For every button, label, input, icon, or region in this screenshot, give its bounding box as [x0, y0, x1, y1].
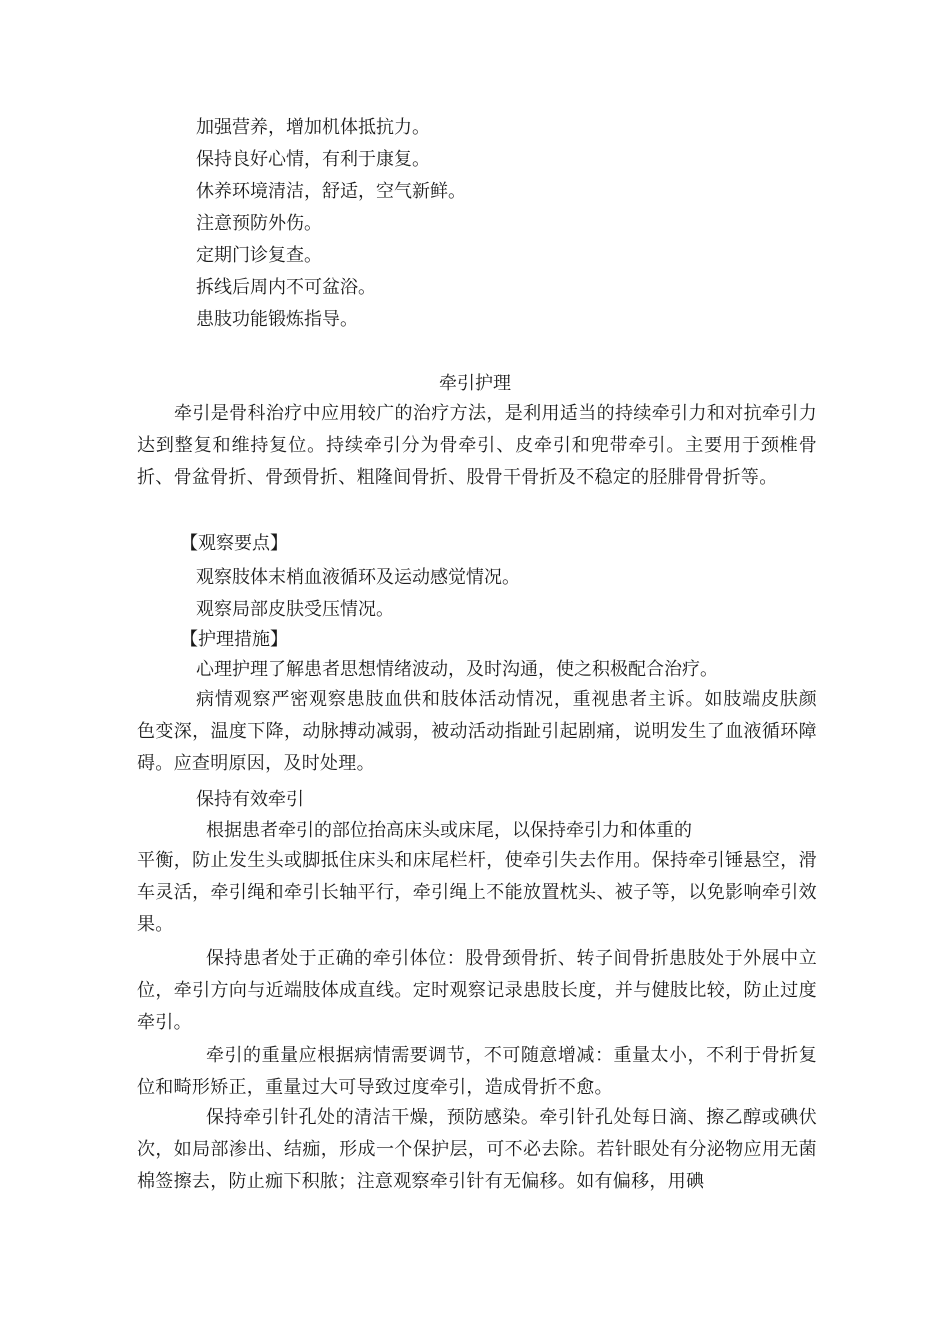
- observation-item: 观察局部皮肤受压情况。: [196, 599, 394, 620]
- pin-care: 保持牵引针孔处的清洁干燥，预防感染。牵引针孔处每日滴、擦乙醇或碘伏次，如局部渗出、结痂，形成一个保护层，可不必去除。若针眼处有分泌物应用无菌棉签擦去，防止痂下积脓；注意观察牵引针有无偏移。如有偏移，用碘: [137, 1107, 817, 1192]
- effective-traction-line1: 根据患者牵引的部位抬高床头或床尾，以保持牵引力和体重的: [206, 820, 692, 841]
- observation-item: 观察肢体末梢血液循环及运动感觉情况。: [196, 567, 520, 588]
- care-item: 拆线后周内不可盆浴。: [196, 277, 376, 298]
- section-title: 牵引护理: [439, 373, 511, 394]
- care-item: 加强营养，增加机体抵抗力。: [196, 117, 430, 138]
- care-item: 休养环境清洁，舒适，空气新鲜。: [196, 181, 466, 202]
- traction-weight: 牵引的重量应根据病情需要调节，不可随意增减：重量太小，不利于骨折复位和畸形矫正，重量过大可导致过度牵引，造成骨折不愈。: [137, 1045, 817, 1098]
- effective-traction-heading: 保持有效牵引: [196, 789, 304, 810]
- care-item: 注意预防外伤。: [196, 213, 322, 234]
- intro-paragraph: 牵引是骨科治疗中应用较广的治疗方法，是利用适当的持续牵引力和对抗牵引力达到整复和维持复位。持续牵引分为骨牵引、皮牵引和兜带牵引。主要用于颈椎骨折、骨盆骨折、骨颈骨折、粗隆间骨折、股骨干骨折及不稳定的胫腓骨骨折等。: [137, 403, 817, 488]
- traction-position: 保持患者处于正确的牵引体位：股骨颈骨折、转子间骨折患肢处于外展中立位，牵引方向与近端肢体成直线。定时观察记录患肢长度，并与健肢比较，防止过度牵引。: [137, 948, 817, 1033]
- care-item: 患肢功能锻炼指导。: [196, 309, 358, 330]
- observation-heading: 【观察要点】: [180, 533, 288, 554]
- nursing-heading: 【护理措施】: [180, 629, 288, 650]
- nursing-psych: 心理护理了解患者思想情绪波动，及时沟通，使之积极配合治疗。: [196, 659, 718, 680]
- nursing-condition: 病情观察严密观察患肢血供和肢体活动情况，重视患者主诉。如肢端皮肤颜色变深，温度下降，动脉搏动减弱，被动活动指趾引起剧痛，说明发生了血液循环障碍。应查明原因，及时处理。: [137, 689, 817, 774]
- care-item: 保持良好心情，有利于康复。: [196, 149, 430, 170]
- effective-traction-rest: 平衡，防止发生头或脚抵住床头和床尾栏杆，使牵引失去作用。保持牵引锤悬空，滑车灵活，牵引绳和牵引长轴平行，牵引绳上不能放置枕头、被子等，以免影响牵引效果。: [137, 850, 817, 935]
- care-item: 定期门诊复查。: [196, 245, 322, 266]
